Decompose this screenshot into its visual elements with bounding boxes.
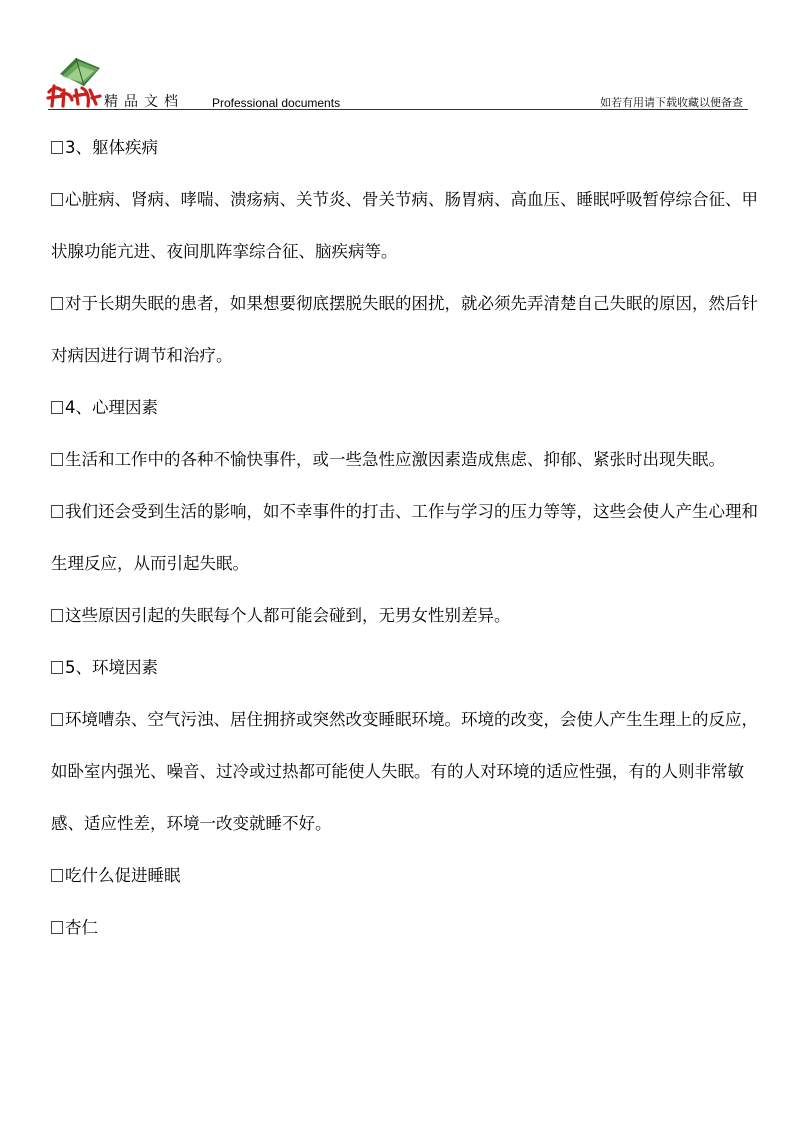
section-heading: 4、心理因素: [51, 382, 761, 434]
paragraph: 我们还会受到生活的影响，如不幸事件的打击、工作与学习的压力等等，这些会使人产生心理和生理反应，从而引起失眠。: [51, 502, 758, 573]
paragraph: 对于长期失眠的患者，如果想要彻底摆脱失眠的困扰，就必须先弄清楚自己失眠的原因，然后针对病因进行调节和治疗。: [51, 294, 758, 365]
paragraph: 环境嘈杂、空气污浊、居住拥挤或突然改变睡眠环境。环境的改变，会使人产生生理上的反应，如卧室内强光、噪音、过冷或过热都可能使人失眠。有的人对环境的适应性强，有的人则非常敏感、适应性差，环境一改变就睡不好。: [51, 710, 758, 833]
header-note: 如若有用请下载收藏以便备查: [600, 96, 743, 109]
paragraph: 这些原因引起的失眠每个人都可能会碰到，无男女性别差异。: [51, 590, 761, 642]
knowledge-book-logo-icon: [46, 52, 104, 108]
checkbox-glyph-icon: [51, 453, 63, 466]
header-divider: [48, 109, 748, 110]
section-heading: 3、躯体疾病: [51, 122, 761, 174]
checkbox-glyph-icon: [51, 869, 63, 882]
page-header: [0, 0, 794, 112]
checkbox-glyph-icon: [51, 661, 63, 674]
checkbox-glyph-icon: [51, 713, 63, 726]
checkbox-glyph-icon: [51, 609, 63, 622]
checkbox-glyph-icon: [51, 505, 63, 518]
checkbox-glyph-icon: [51, 921, 63, 934]
checkbox-glyph-icon: [51, 141, 63, 154]
brand-subtitle: Professional documents: [212, 96, 341, 110]
document-body: [51, 122, 761, 954]
paragraph: 生活和工作中的各种不愉快事件，或一些急性应激因素造成焦虑、抑郁、紧张时出现失眠。: [51, 434, 761, 486]
checkbox-glyph-icon: [51, 401, 63, 414]
checkbox-glyph-icon: [51, 297, 63, 310]
paragraph: 杏仁: [51, 902, 761, 954]
section-heading: 5、环境因素: [51, 642, 761, 694]
paragraph: 心脏病、肾病、哮喘、溃疡病、关节炎、骨关节病、肠胃病、高血压、睡眠呼吸暂停综合征、甲状腺功能亢进、夜间肌阵挛综合征、脑疾病等。: [51, 190, 758, 261]
section-heading: 吃什么促进睡眠: [51, 850, 761, 902]
checkbox-glyph-icon: [51, 193, 63, 206]
brand-title: 精品文档: [104, 94, 184, 110]
